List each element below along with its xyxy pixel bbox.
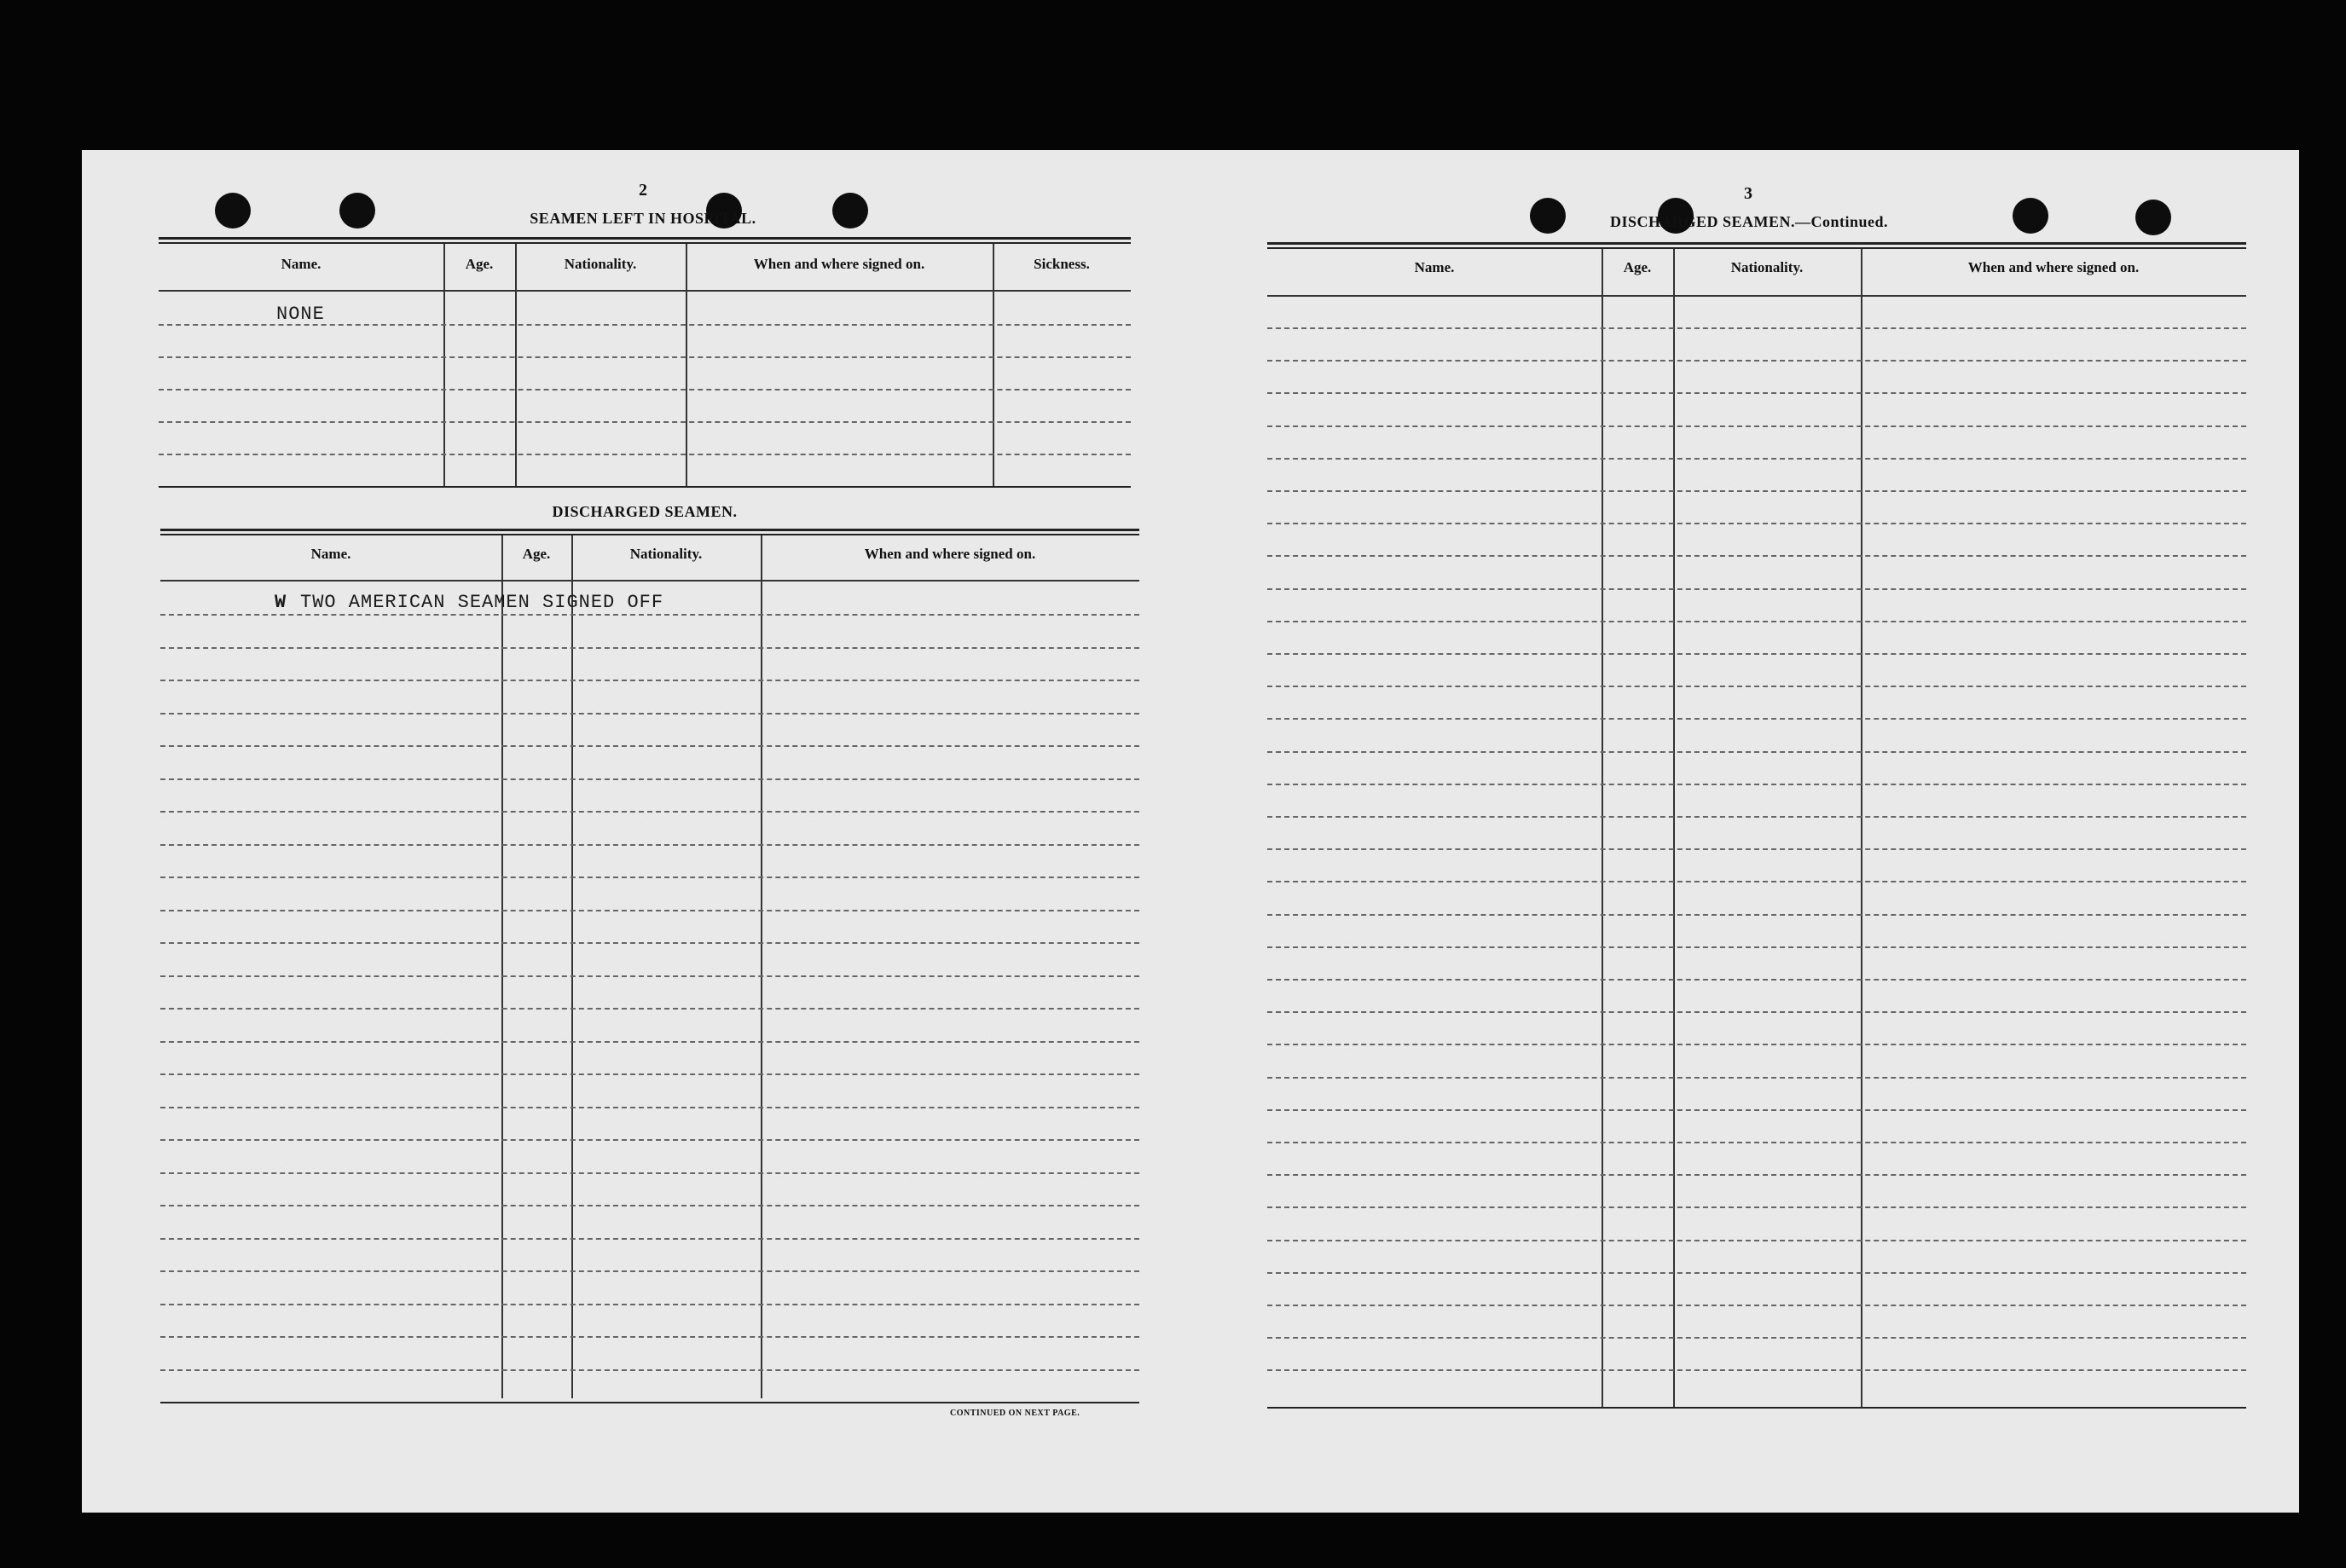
ruled-row-line <box>1267 1272 2246 1274</box>
ruled-row-line <box>1267 327 2246 329</box>
ruled-row-line <box>1267 816 2246 818</box>
header-name: Name. <box>310 546 351 562</box>
ruled-row-line <box>160 1304 1139 1305</box>
ruled-row-line <box>1267 588 2246 590</box>
document-sheet <box>82 150 2299 1513</box>
ruled-row-line <box>160 1107 1139 1108</box>
ruled-row-line <box>1267 979 2246 981</box>
ruled-row-line <box>160 942 1139 944</box>
ruled-row-line <box>1267 848 2246 850</box>
ruled-row-line <box>1267 621 2246 622</box>
ruled-row-line <box>1267 1369 2246 1371</box>
ruled-row-line <box>1267 490 2246 492</box>
ruled-row-line <box>1267 1077 2246 1079</box>
page-number-left: 2 <box>639 181 647 200</box>
header-when-where: When and where signed on. <box>753 256 925 272</box>
header-name: Name. <box>281 256 321 272</box>
ruled-row-line <box>1267 523 2246 524</box>
hospital-table <box>159 237 1131 493</box>
ruled-row-line <box>160 877 1139 878</box>
punch-hole <box>215 193 251 229</box>
ruled-row-line <box>160 680 1139 681</box>
ruled-row-line <box>1267 914 2246 916</box>
hospital-section-title: SEAMEN LEFT IN HOSPITAL. <box>530 210 756 227</box>
ruled-row-line <box>160 1369 1139 1371</box>
ruled-row-line <box>160 1238 1139 1240</box>
header-name: Name. <box>1414 259 1455 275</box>
discharged-table <box>160 529 1139 1407</box>
ruled-row-line <box>1267 881 2246 882</box>
discharged-mark: W <box>275 592 287 613</box>
ruled-row-line <box>1267 1337 2246 1339</box>
ruled-row-line <box>160 844 1139 846</box>
ruled-row-line <box>1267 360 2246 362</box>
discharged-section-title: DISCHARGED SEAMEN. <box>552 503 738 520</box>
punch-hole <box>2135 200 2171 235</box>
ruled-row-line <box>1267 1011 2246 1013</box>
header-nationality: Nationality. <box>564 256 637 272</box>
punch-hole <box>2013 198 2048 234</box>
ruled-row-line <box>1267 1142 2246 1143</box>
header-nationality: Nationality. <box>629 546 703 562</box>
ruled-row-line <box>1267 1240 2246 1241</box>
header-age: Age. <box>522 546 551 562</box>
ruled-row-line <box>1267 425 2246 427</box>
ruled-row-line <box>1267 718 2246 720</box>
ruled-row-line <box>1267 392 2246 394</box>
ruled-row-line <box>160 1073 1139 1075</box>
ruled-row-line <box>160 1008 1139 1010</box>
continued-table <box>1267 242 2246 1410</box>
ruled-row-line <box>1267 946 2246 948</box>
header-nationality: Nationality. <box>1730 259 1804 275</box>
discharged-entry: TWO AMERICAN SEAMEN SIGNED OFF <box>300 592 664 613</box>
ruled-row-line <box>1267 1305 2246 1306</box>
ruled-row-line <box>160 811 1139 813</box>
ruled-row-line <box>1267 1206 2246 1208</box>
ruled-row-line <box>1267 555 2246 557</box>
continued-footer: CONTINUED ON NEXT PAGE. <box>950 1409 1080 1418</box>
ruled-row-line <box>1267 751 2246 753</box>
hospital-entry: NONE <box>276 304 325 325</box>
ruled-row-line <box>1267 784 2246 785</box>
ruled-row-line <box>1267 458 2246 460</box>
punch-hole <box>1530 198 1566 234</box>
ruled-row-line <box>160 614 1139 616</box>
ruled-row-line <box>160 975 1139 977</box>
ruled-row-line <box>1267 1044 2246 1045</box>
header-when-where: When and where signed on. <box>864 546 1036 562</box>
ruled-row-line <box>160 1172 1139 1174</box>
header-age: Age. <box>1623 259 1652 275</box>
ruled-row-line <box>1267 1174 2246 1176</box>
header-when-where: When and where signed on. <box>1967 259 2140 275</box>
punch-hole <box>832 193 868 229</box>
ruled-row-line <box>160 745 1139 747</box>
ruled-row-line <box>1267 653 2246 655</box>
ruled-row-line <box>160 713 1139 715</box>
ruled-row-line <box>160 1336 1139 1338</box>
ruled-row-line <box>160 778 1139 780</box>
ruled-row-line <box>1267 686 2246 687</box>
ruled-row-line <box>160 1270 1139 1272</box>
ruled-row-line <box>160 1139 1139 1141</box>
ruled-row-line <box>160 1041 1139 1043</box>
page-number-right: 3 <box>1744 184 1752 203</box>
header-sickness: Sickness. <box>1034 256 1090 272</box>
ruled-row-line <box>160 1205 1139 1206</box>
header-age: Age. <box>465 256 494 272</box>
punch-hole <box>339 193 375 229</box>
ruled-row-line <box>1267 1109 2246 1111</box>
continued-section-title: DISCHARGED SEAMEN.—Continued. <box>1609 213 1889 230</box>
ruled-row-line <box>160 910 1139 911</box>
ruled-row-line <box>160 647 1139 649</box>
